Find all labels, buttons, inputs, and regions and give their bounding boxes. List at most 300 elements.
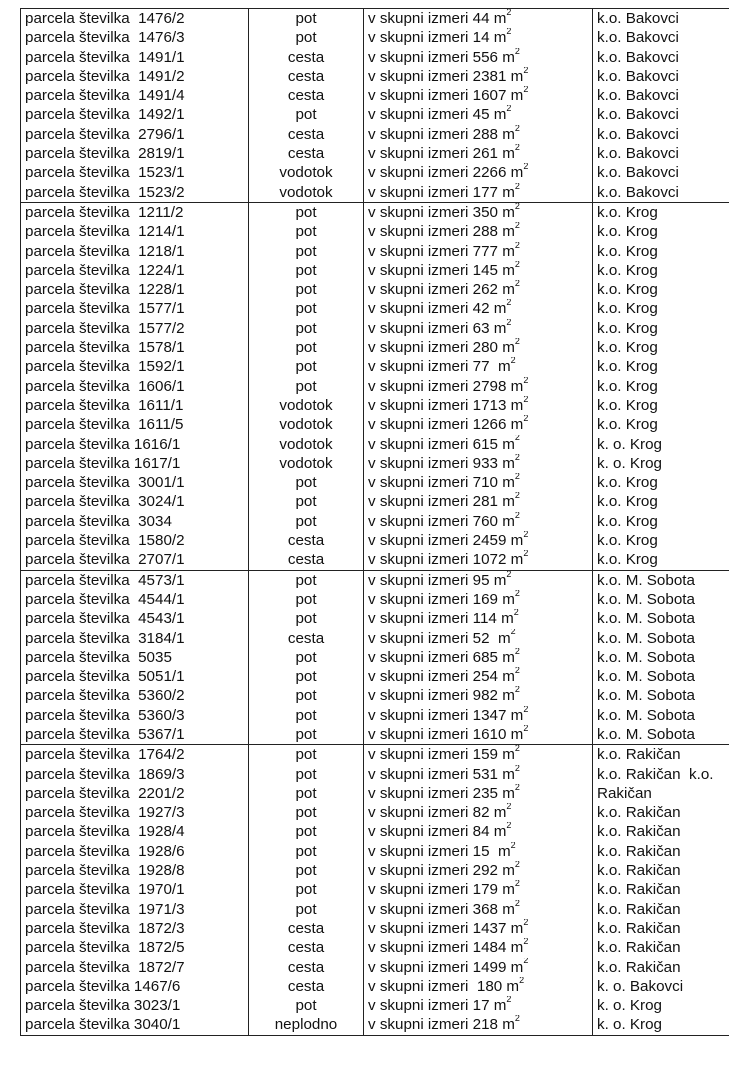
land-use-cell: pot: [249, 822, 364, 841]
cadastral-municipality-cell: k.o. Rakičan: [593, 745, 729, 765]
square-unit-superscript: 2: [514, 647, 520, 656]
area-text: v skupni izmeri 262 m: [368, 281, 515, 299]
area-cell: [364, 261, 593, 280]
land-use-cell: pot: [249, 377, 364, 396]
area-text: v skupni izmeri 179 m: [368, 881, 515, 899]
parcel-number-cell: parcela številka 1577/2: [21, 319, 249, 338]
parcel-number-cell: parcela številka 1580/2: [21, 531, 249, 550]
area-text: v skupni izmeri 2459 m: [368, 532, 524, 550]
area-text: v skupni izmeri 1266 m: [368, 416, 524, 434]
parcel-number-cell: parcela številka 5360/2: [21, 686, 249, 705]
land-use-cell: pot: [249, 900, 364, 919]
cadastral-municipality-cell: k.o. M. Sobota: [593, 706, 729, 725]
parcel-table: [20, 8, 729, 1036]
square-unit-superscript: 2: [514, 511, 520, 520]
square-unit-superscript: 2: [513, 609, 519, 618]
land-use-cell: pot: [249, 357, 364, 376]
area-cell: [364, 803, 593, 822]
square-unit-superscript: 2: [510, 841, 516, 850]
table-row: [21, 261, 729, 280]
area-text: v skupni izmeri 77 m: [368, 358, 511, 376]
parcel-number-cell: parcela številka 4544/1: [21, 590, 249, 609]
area-text: v skupni izmeri 95 m: [368, 571, 507, 589]
parcel-number-cell: parcela številka 1970/1: [21, 880, 249, 899]
cadastral-municipality-cell: k.o. Krog: [593, 473, 729, 492]
area-text: v skupni izmeri 159 m: [368, 746, 515, 764]
square-unit-superscript: 2: [523, 938, 529, 947]
table-row: [21, 880, 729, 899]
land-use-cell: vodotok: [249, 454, 364, 473]
land-use-cell: pot: [249, 784, 364, 803]
area-text: v skupni izmeri 254 m: [368, 668, 515, 686]
area-cell: [364, 473, 593, 492]
square-unit-superscript: 2: [506, 822, 512, 831]
land-use-cell: pot: [249, 9, 364, 29]
cadastral-municipality-cell: k.o. Krog: [593, 550, 729, 570]
parcel-number-cell: parcela številka 4573/1: [21, 570, 249, 590]
table-row: [21, 550, 729, 570]
parcel-number-cell: parcela številka 1491/1: [21, 48, 249, 67]
table-row: [21, 590, 729, 609]
square-unit-superscript: 2: [514, 202, 520, 211]
cadastral-municipality-cell: k.o. Rakičan: [593, 938, 729, 957]
area-text: v skupni izmeri 1499 m: [368, 958, 524, 976]
square-unit-superscript: 2: [514, 182, 520, 191]
area-text: v skupni izmeri 368 m: [368, 900, 515, 918]
table-row: [21, 667, 729, 686]
square-unit-superscript: 2: [523, 415, 529, 424]
cadastral-municipality-cell: k.o. Krog: [593, 531, 729, 550]
parcel-number-cell: parcela številka 1218/1: [21, 242, 249, 261]
cadastral-municipality-cell: k.o. Rakičan: [593, 861, 729, 880]
table-row: [21, 377, 729, 396]
parcel-number-cell: parcela številka 2796/1: [21, 125, 249, 144]
land-use-cell: pot: [249, 202, 364, 222]
square-unit-superscript: 2: [523, 376, 529, 385]
area-text: v skupni izmeri 292 m: [368, 862, 515, 880]
table-row: [21, 202, 729, 222]
parcel-number-cell: parcela številka 1491/2: [21, 67, 249, 86]
area-cell: [364, 745, 593, 765]
area-cell: [364, 28, 593, 47]
square-unit-superscript: 2: [523, 550, 529, 559]
area-cell: [364, 900, 593, 919]
square-unit-superscript: 2: [523, 86, 529, 95]
parcel-number-cell: parcela številka 5051/1: [21, 667, 249, 686]
land-use-cell: cesta: [249, 550, 364, 570]
square-unit-superscript: 2: [506, 570, 512, 579]
area-text: v skupni izmeri 1607 m: [368, 87, 524, 105]
parcel-number-cell: parcela številka 1928/8: [21, 861, 249, 880]
parcel-number-cell: parcela številka 1492/1: [21, 105, 249, 124]
area-cell: [364, 125, 593, 144]
parcel-number-cell: parcela številka 3024/1: [21, 492, 249, 511]
land-use-cell: pot: [249, 222, 364, 241]
land-use-cell: vodotok: [249, 396, 364, 415]
area-text: v skupni izmeri 556 m: [368, 48, 515, 66]
parcel-number-cell: parcela številka 1927/3: [21, 803, 249, 822]
area-text: v skupni izmeri 14 m: [368, 29, 507, 47]
parcel-number-cell: parcela številka 1211/2: [21, 202, 249, 222]
table-row: [21, 706, 729, 725]
area-text: v skupni izmeri 45 m: [368, 106, 507, 124]
area-text: v skupni izmeri 52 m: [368, 629, 511, 647]
table-row: [21, 725, 729, 745]
parcel-number-cell: parcela številka 1928/4: [21, 822, 249, 841]
table-row: [21, 900, 729, 919]
area-text: v skupni izmeri 933 m: [368, 454, 515, 472]
area-text: v skupni izmeri 288 m: [368, 223, 515, 241]
cadastral-municipality-cell: k.o. M. Sobota: [593, 648, 729, 667]
cadastral-municipality-cell: k.o. Rakičan: [593, 822, 729, 841]
area-cell: [364, 357, 593, 376]
cadastral-municipality-cell: k.o. Krog: [593, 512, 729, 531]
table-row: [21, 48, 729, 67]
area-cell: [364, 842, 593, 861]
table-row: [21, 996, 729, 1015]
land-use-cell: vodotok: [249, 435, 364, 454]
cadastral-municipality-cell: k.o. Krog: [593, 242, 729, 261]
area-text: v skupni izmeri 350 m: [368, 203, 515, 221]
land-use-cell: cesta: [249, 938, 364, 957]
cadastral-municipality-cell: k.o. Bakovci: [593, 86, 729, 105]
area-text: v skupni izmeri 280 m: [368, 339, 515, 357]
land-use-cell: cesta: [249, 144, 364, 163]
square-unit-superscript: 2: [514, 47, 520, 56]
parcel-number-cell: parcela številka 2819/1: [21, 144, 249, 163]
land-use-cell: pot: [249, 880, 364, 899]
square-unit-superscript: 2: [514, 124, 520, 133]
area-text: v skupni izmeri 982 m: [368, 687, 515, 705]
square-unit-superscript: 2: [506, 8, 512, 17]
table-row: [21, 396, 729, 415]
cadastral-municipality-cell: k.o. Krog: [593, 261, 729, 280]
area-cell: [364, 222, 593, 241]
square-unit-superscript: 2: [506, 105, 512, 114]
area-cell: [364, 67, 593, 86]
area-cell: [364, 609, 593, 628]
land-use-cell: pot: [249, 725, 364, 745]
square-unit-superscript: 2: [514, 473, 520, 482]
area-cell: [364, 938, 593, 957]
area-text: v skupni izmeri 42 m: [368, 300, 507, 318]
cadastral-municipality-cell: k.o. Bakovci: [593, 163, 729, 182]
area-text: v skupni izmeri 218 m: [368, 1016, 515, 1034]
cadastral-municipality-cell: k. o. Krog: [593, 1015, 729, 1035]
area-cell: [364, 765, 593, 784]
square-unit-superscript: 2: [523, 705, 529, 714]
area-cell: [364, 531, 593, 550]
cadastral-municipality-cell: k. o. Krog: [593, 435, 729, 454]
land-use-cell: pot: [249, 609, 364, 628]
cadastral-municipality-cell: Rakičan: [593, 784, 729, 803]
cadastral-municipality-cell: k.o. Krog: [593, 280, 729, 299]
table-row: [21, 319, 729, 338]
table-row: [21, 531, 729, 550]
area-text: v skupni izmeri 1072 m: [368, 551, 524, 569]
square-unit-superscript: 2: [523, 66, 529, 75]
square-unit-superscript: 2: [510, 357, 516, 366]
land-use-cell: pot: [249, 319, 364, 338]
cadastral-municipality-cell: k.o. Rakičan: [593, 842, 729, 861]
area-cell: [364, 415, 593, 434]
area-cell: [364, 880, 593, 899]
land-use-cell: pot: [249, 745, 364, 765]
table-row: [21, 435, 729, 454]
table-row: [21, 357, 729, 376]
area-cell: [364, 454, 593, 473]
table-row: [21, 9, 729, 29]
parcel-number-cell: parcela številka 1476/3: [21, 28, 249, 47]
land-use-cell: neplodno: [249, 1015, 364, 1035]
square-unit-superscript: 2: [514, 861, 520, 869]
cadastral-municipality-cell: k.o. Krog: [593, 492, 729, 511]
table-row: [21, 938, 729, 957]
table-row: [21, 570, 729, 590]
land-use-cell: pot: [249, 261, 364, 280]
cadastral-municipality-cell: k.o. Bakovci: [593, 144, 729, 163]
parcel-number-cell: parcela številka 1523/1: [21, 163, 249, 182]
square-unit-superscript: 2: [506, 318, 512, 327]
land-use-cell: cesta: [249, 919, 364, 938]
area-cell: [364, 377, 593, 396]
square-unit-superscript: 2: [514, 899, 520, 908]
cadastral-municipality-cell: k.o. Rakičan: [593, 900, 729, 919]
square-unit-superscript: 2: [514, 744, 520, 754]
cadastral-municipality-cell: k.o. Bakovci: [593, 105, 729, 124]
cadastral-municipality-cell: k.o. M. Sobota: [593, 590, 729, 609]
area-cell: [364, 648, 593, 667]
area-text: v skupni izmeri 15 m: [368, 842, 511, 860]
table-row: [21, 86, 729, 105]
area-cell: [364, 435, 593, 454]
area-cell: [364, 1015, 593, 1035]
parcel-number-cell: parcela številka 1592/1: [21, 357, 249, 376]
land-use-cell: pot: [249, 338, 364, 357]
parcel-number-cell: parcela številka 1928/6: [21, 842, 249, 861]
land-use-cell: cesta: [249, 977, 364, 996]
area-text: v skupni izmeri 145 m: [368, 261, 515, 279]
square-unit-superscript: 2: [514, 241, 520, 250]
table-row: [21, 28, 729, 47]
table-row: [21, 648, 729, 667]
land-use-cell: pot: [249, 473, 364, 492]
land-use-cell: pot: [249, 105, 364, 124]
land-use-cell: pot: [249, 28, 364, 47]
cadastral-municipality-cell: k.o. M. Sobota: [593, 725, 729, 745]
cadastral-municipality-cell: k.o. Bakovci: [593, 48, 729, 67]
square-unit-superscript: 2: [514, 880, 520, 889]
square-unit-superscript: 2: [514, 434, 520, 443]
land-use-cell: cesta: [249, 629, 364, 648]
square-unit-superscript: 2: [506, 299, 512, 308]
square-unit-superscript: 2: [523, 395, 529, 404]
square-unit-superscript: 2: [514, 1015, 520, 1024]
parcel-number-cell: parcela številka 1872/5: [21, 938, 249, 957]
table-row: [21, 803, 729, 822]
land-use-cell: cesta: [249, 531, 364, 550]
land-use-cell: cesta: [249, 958, 364, 977]
parcel-number-cell: parcela številka 1764/2: [21, 745, 249, 765]
area-cell: [364, 996, 593, 1015]
land-use-cell: pot: [249, 299, 364, 318]
table-row: [21, 958, 729, 977]
parcel-number-cell: parcela številka 1611/5: [21, 415, 249, 434]
square-unit-superscript: 2: [523, 724, 529, 733]
area-text: v skupni izmeri 2266 m: [368, 164, 524, 182]
land-use-cell: pot: [249, 570, 364, 590]
area-cell: [364, 9, 593, 29]
area-text: v skupni izmeri 1437 m: [368, 919, 524, 937]
area-text: v skupni izmeri 288 m: [368, 125, 515, 143]
land-use-cell: pot: [249, 492, 364, 511]
area-text: v skupni izmeri 760 m: [368, 512, 515, 530]
land-use-cell: pot: [249, 803, 364, 822]
square-unit-superscript: 2: [506, 803, 512, 812]
table-row: [21, 67, 729, 86]
square-unit-superscript: 2: [514, 453, 520, 462]
parcel-number-cell: parcela številka 3184/1: [21, 629, 249, 648]
area-cell: [364, 242, 593, 261]
area-cell: [364, 396, 593, 415]
table-row: [21, 765, 729, 784]
cadastral-municipality-cell: k.o. Krog: [593, 202, 729, 222]
table-row: [21, 492, 729, 511]
table-row: [21, 299, 729, 318]
area-cell: [364, 338, 593, 357]
square-unit-superscript: 2: [514, 667, 520, 676]
land-use-cell: cesta: [249, 125, 364, 144]
area-cell: [364, 686, 593, 705]
area-text: v skupni izmeri 169 m: [368, 590, 515, 608]
table-row: [21, 454, 729, 473]
cadastral-municipality-cell: k. o. Krog: [593, 996, 729, 1015]
parcel-number-cell: parcela številka 1491/4: [21, 86, 249, 105]
square-unit-superscript: 2: [506, 28, 512, 37]
area-cell: [364, 299, 593, 318]
parcel-number-cell: parcela številka 3040/1: [21, 1015, 249, 1035]
square-unit-superscript: 2: [514, 783, 520, 792]
parcel-table-body: [21, 9, 729, 1036]
parcel-number-cell: parcela številka 1467/6: [21, 977, 249, 996]
table-row: [21, 842, 729, 861]
area-text: v skupni izmeri 84 m: [368, 823, 507, 841]
parcel-number-cell: parcela številka 1872/3: [21, 919, 249, 938]
area-text: v skupni izmeri 1347 m: [368, 706, 524, 724]
parcel-number-cell: parcela številka 1872/7: [21, 958, 249, 977]
area-text: v skupni izmeri 615 m: [368, 435, 515, 453]
parcel-number-cell: parcela številka 3034: [21, 512, 249, 531]
parcel-number-cell: parcela številka 5035: [21, 648, 249, 667]
area-text: v skupni izmeri 1713 m: [368, 396, 524, 414]
cadastral-municipality-cell: k.o. Krog: [593, 338, 729, 357]
cadastral-municipality-cell: k.o. Rakičan k.o.: [593, 765, 729, 784]
table-row: [21, 609, 729, 628]
table-row: [21, 338, 729, 357]
area-cell: [364, 667, 593, 686]
square-unit-superscript: 2: [523, 957, 529, 966]
area-cell: [364, 590, 593, 609]
cadastral-municipality-cell: k.o. Krog: [593, 222, 729, 241]
area-cell: [364, 861, 593, 880]
table-row: [21, 163, 729, 182]
land-use-cell: pot: [249, 590, 364, 609]
area-text: v skupni izmeri 2381 m: [368, 67, 524, 85]
area-cell: [364, 550, 593, 570]
land-use-cell: pot: [249, 706, 364, 725]
land-use-cell: cesta: [249, 86, 364, 105]
cadastral-municipality-cell: k.o. Krog: [593, 396, 729, 415]
cadastral-municipality-cell: k.o. Bakovci: [593, 125, 729, 144]
area-cell: [364, 919, 593, 938]
land-use-cell: pot: [249, 280, 364, 299]
area-cell: [364, 202, 593, 222]
area-cell: [364, 706, 593, 725]
square-unit-superscript: 2: [514, 260, 520, 269]
parcel-number-cell: parcela številka 1228/1: [21, 280, 249, 299]
land-use-cell: pot: [249, 765, 364, 784]
square-unit-superscript: 2: [514, 492, 520, 501]
square-unit-superscript: 2: [523, 531, 529, 539]
area-cell: [364, 725, 593, 745]
cadastral-municipality-cell: k.o. Bakovci: [593, 183, 729, 203]
square-unit-superscript: 2: [523, 163, 529, 172]
land-use-cell: pot: [249, 667, 364, 686]
area-text: v skupni izmeri 82 m: [368, 804, 507, 822]
area-cell: [364, 977, 593, 996]
area-cell: [364, 144, 593, 163]
area-cell: [364, 163, 593, 182]
square-unit-superscript: 2: [506, 996, 512, 1005]
square-unit-superscript: 2: [519, 976, 525, 985]
parcel-number-cell: parcela številka 1971/3: [21, 900, 249, 919]
parcel-number-cell: parcela številka 5360/3: [21, 706, 249, 725]
parcel-number-cell: parcela številka 2707/1: [21, 550, 249, 570]
area-cell: [364, 512, 593, 531]
table-row: [21, 183, 729, 203]
table-row: [21, 686, 729, 705]
parcel-number-cell: parcela številka 1476/2: [21, 9, 249, 29]
parcel-number-cell: parcela številka 1869/3: [21, 765, 249, 784]
table-row: [21, 105, 729, 124]
area-text: v skupni izmeri 281 m: [368, 493, 515, 511]
land-use-cell: pot: [249, 512, 364, 531]
area-text: v skupni izmeri 2798 m: [368, 377, 524, 395]
land-use-cell: pot: [249, 842, 364, 861]
table-row: [21, 415, 729, 434]
cadastral-municipality-cell: k.o. Krog: [593, 357, 729, 376]
area-text: v skupni izmeri 114 m: [368, 610, 514, 628]
square-unit-superscript: 2: [514, 589, 520, 598]
cadastral-municipality-cell: k.o. Bakovci: [593, 67, 729, 86]
parcel-number-cell: parcela številka 4543/1: [21, 609, 249, 628]
parcel-number-cell: parcela številka 3001/1: [21, 473, 249, 492]
land-use-cell: pot: [249, 648, 364, 667]
area-cell: [364, 105, 593, 124]
area-text: v skupni izmeri 710 m: [368, 474, 515, 492]
area-cell: [364, 183, 593, 203]
table-row: [21, 977, 729, 996]
land-use-cell: vodotok: [249, 415, 364, 434]
parcel-number-cell: parcela številka 2201/2: [21, 784, 249, 803]
square-unit-superscript: 2: [514, 764, 520, 773]
square-unit-superscript: 2: [514, 222, 520, 231]
table-row: [21, 125, 729, 144]
square-unit-superscript: 2: [514, 144, 520, 153]
table-row: [21, 473, 729, 492]
area-cell: [364, 280, 593, 299]
cadastral-municipality-cell: k. o. Krog: [593, 454, 729, 473]
